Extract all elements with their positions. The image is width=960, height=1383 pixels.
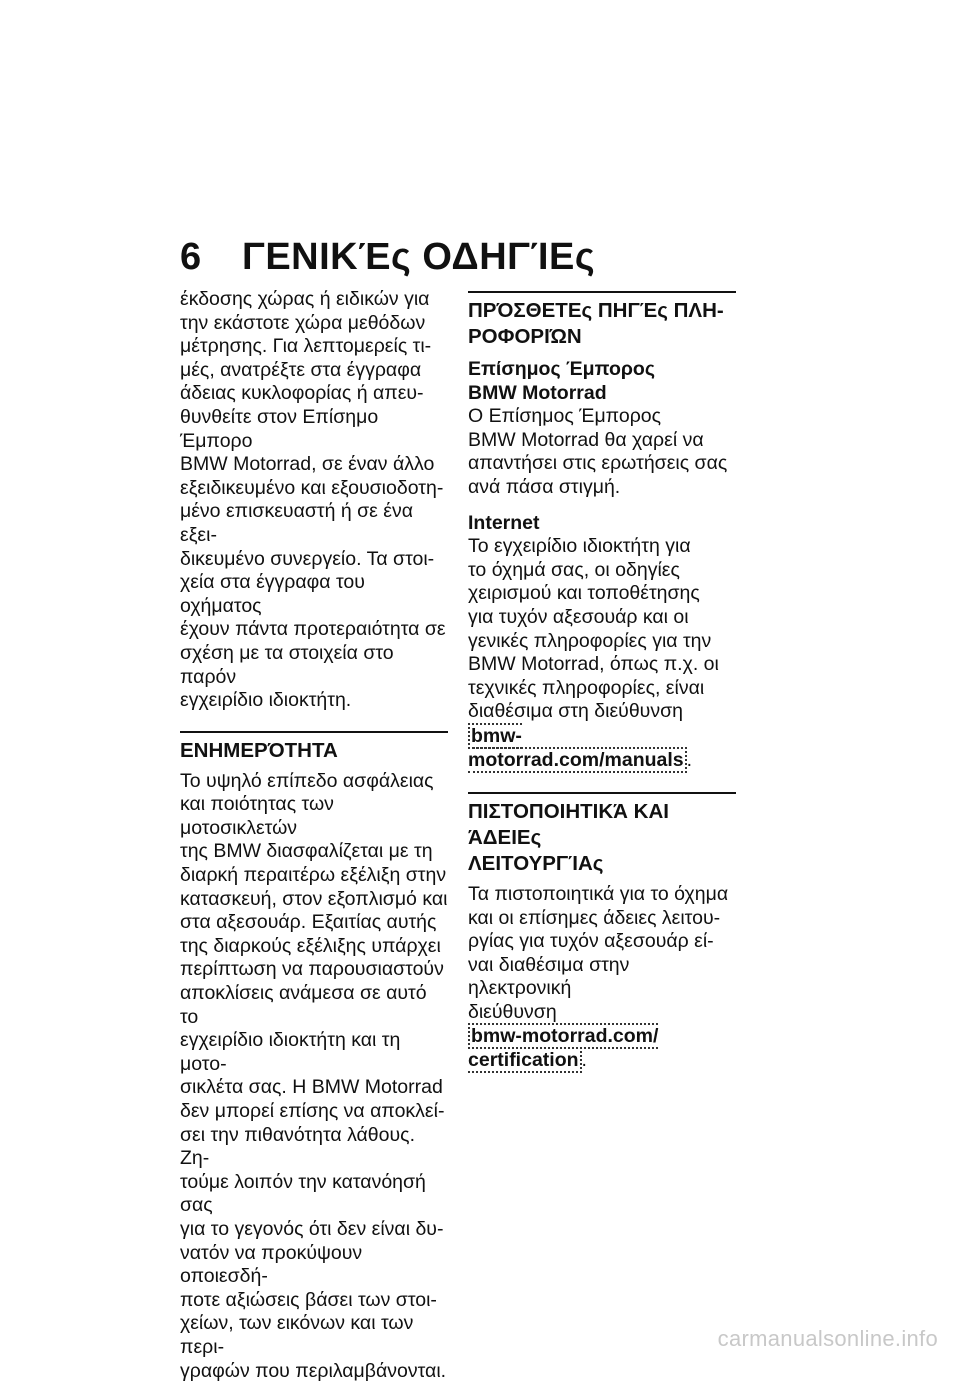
- internet-heading: Internet: [468, 511, 540, 534]
- chapter-title-text: ΓΕΝΙΚΈς ΟΔΗΓΊΕς: [242, 236, 596, 278]
- certificates-body: Τα πιστοποιητικά για το όχημα και οι επίσημες άδειες λειτου- ργίας για τυχόν αξεσουάρ εί- ναι διαθέσιμα στην ηλεκτρονική διεύθυνση: [468, 882, 729, 1023]
- dealer-heading: Επίσημος Έμπορος BMW Motorrad: [468, 358, 655, 404]
- certification-link[interactable]: bmw-motorrad.com/ certification: [468, 1025, 659, 1072]
- certification-link-suffix: .: [581, 1049, 587, 1072]
- sources-heading: ΠΡΌΣΘΕΤΕς ΠΗΓΈς ΠΛΗ- ΡΟΦΟΡΙΏΝ: [468, 299, 724, 348]
- update-body: Το υψηλό επίπεδο ασφάλειας και ποιότητας των μοτοσικλετών της BMW διασφαλίζεται με τη διαρκή περαιτέρω εξέλιξη στην κατασκευή, στον εξοπλισμό και στα αξεσουάρ. Εξαιτίας αυτής της διαρκούς εξέλιξης υπάρχει περίπτωση να παρουσιαστούν αποκλίσεις ανάμεσα σε αυτό το εγχειρίδιο ιδιοκτήτη και τη μοτο- σικλέτα σας. Η BMW Motorrad δεν μπορεί επίσης να αποκλεί- σει την πιθανότητα λάθους. Ζη- τούμε λοιπόν την κατανόησή σας για το γεγονός ότι δεν είναι δυ- νατόν να προκύψουν οποιεσδή- ποτε αξιώσεις βάσει των στοι- χείων, των εικόνων και των περι- γραφών που περιλαμβάνονται.: [180, 769, 448, 1382]
- update-section: [180, 731, 448, 1383]
- manuals-link[interactable]: bmw-motorrad.com/manuals: [468, 723, 687, 773]
- chapter-number: 6: [180, 236, 202, 278]
- certification-link-line: [468, 1024, 736, 1072]
- left-column: [180, 288, 448, 1383]
- manuals-link-suffix: .: [686, 748, 693, 771]
- chapter-title: [180, 236, 595, 279]
- dealer-body: Ο Επίσημος Έμπορος BMW Motorrad θα χαρεί να απαντήσει στις ερωτήσεις σας ανά πάσα στιγμή.: [468, 405, 728, 498]
- right-column: [468, 288, 736, 1072]
- internet-body: Το εγχειρίδιο ιδιοκτήτη για το όχημά σας, οι οδηγίες χειρισμού και τοποθέτησης για τυχόν αξεσουάρ και οι γενικές πληροφορίες για την BMW Motorrad, όπως π.χ. οι τεχνικές πληροφορίες, είναι διαθέσιμα στη διεύθυνση: [468, 535, 719, 723]
- certificates-heading: ΠΙΣΤΟΠΟΙΗΤΙΚΆ ΚΑΙ ΆΔΕΙΕς ΛΕΙΤΟΥΡΓΊΑς: [468, 799, 669, 875]
- intro-paragraph: έκδοσης χώρας ή ειδικών για την εκάστοτε χώρα μεθόδων μέτρησης. Για λεπτομερείς τι- μές, ανατρέξτε στα έγγραφα άδειας κυκλοφορίας ή απευ- θυνθείτε στον Επίσημο Έμπορο BMW Motorrad, σε έναν άλλο εξειδικευμένο και εξουσιοδοτη- μένο επισκευαστή ή σε ένα εξει- δικευμένο συνεργείο. Τα στοι- χεία στα έγγραφα του οχήματος έχουν πάντα προτεραιότητα σε σχέση με τα στοιχεία στο παρόν εγχειρίδιο ιδιοκτήτη.: [180, 288, 446, 712]
- watermark: carmanualsonline.info: [717, 1326, 938, 1351]
- update-heading: ΕΝΗΜΕΡΌΤΗΤΑ: [180, 738, 338, 762]
- sources-section: [468, 291, 736, 772]
- certificates-section: [468, 792, 736, 1073]
- manuals-link-line: [468, 724, 736, 772]
